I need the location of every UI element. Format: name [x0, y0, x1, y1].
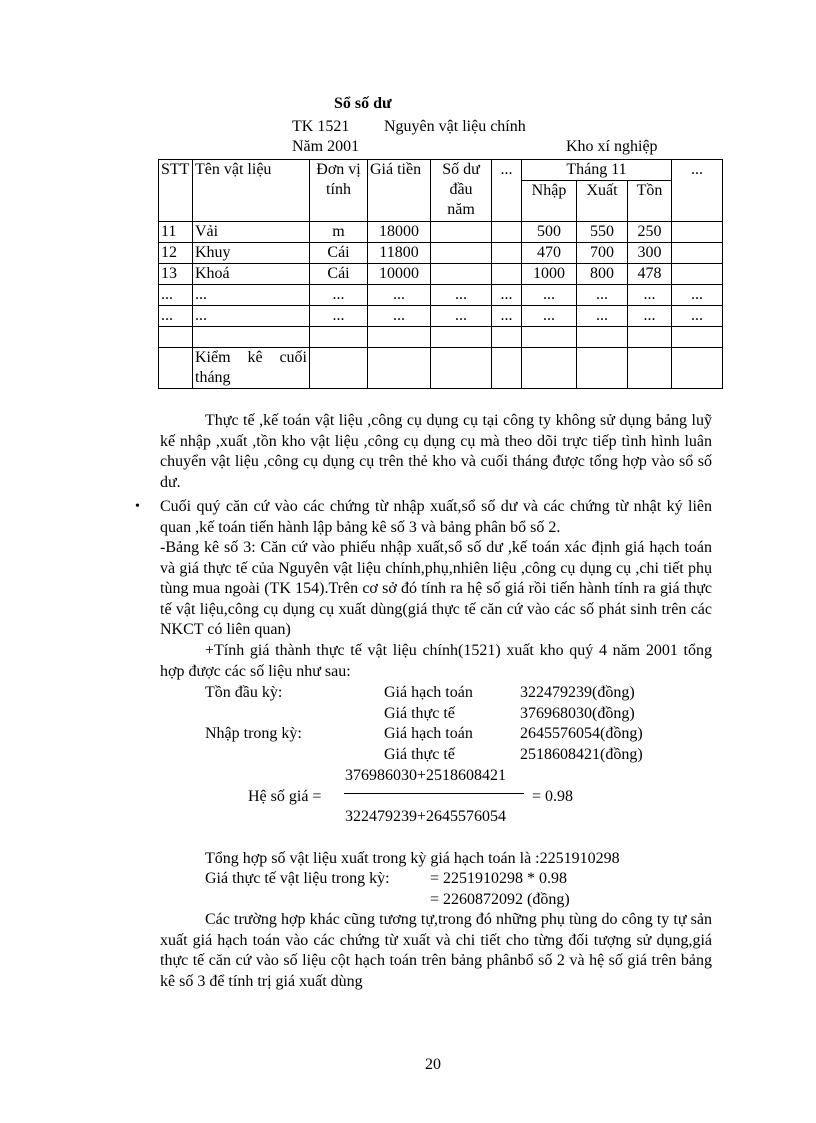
- paragraph-1: Thực tế ,kế toán vật liệu ,công cụ dụng cụ tại công ty không sử dụng bảng luỹ kế nhập ,xuất ,tồn kho vật liệu ,công cụ dụng cụ mà theo dõi trực tiếp tình hình luân chuyển vật liệu ,công cụ dụng cụ trên thẻ kho và cuối tháng được tổng hợp vào sổ số dư.: [160, 412, 712, 491]
- opening-label: Tồn đầu kỳ:: [205, 684, 283, 701]
- table-row-inventory: [159, 348, 723, 389]
- header-opening-balance: Số dư đầu năm: [431, 160, 492, 222]
- intake-real-value: 2518608421(đồng): [520, 746, 643, 763]
- formula-result: = 0.98: [532, 788, 574, 805]
- header-month: Tháng 11: [522, 160, 672, 181]
- header-intake: Nhập: [522, 181, 577, 202]
- table-row-ellipsis: ... ... ... ... ... ... ... ... ... ...: [159, 306, 723, 327]
- opening-acct-label: Giá hạch toán: [384, 684, 473, 701]
- summary-real-result: = 2260872092 (đồng): [430, 891, 570, 908]
- summary-real-label: Giá thực tế vật liệu trong kỳ:: [205, 870, 390, 887]
- table-row: 13 Khoá Cái 10000 1000 800 478: [159, 264, 723, 285]
- inventory-label: Kiểm kê cuối tháng: [193, 348, 310, 389]
- header-material-name: Tên vật liệu: [193, 160, 310, 222]
- formula-label: Hệ số giá =: [248, 788, 322, 805]
- table-header-row: [159, 160, 723, 181]
- paragraph-2: Cuối quý căn cứ vào các chứng từ nhập xuất,sổ số dư và các chứng từ nhật ký liên quan ,kế toán tiến hành lập bảng kê số 3 và bảng phân bổ số 2.: [160, 498, 712, 536]
- opening-real-value: 376968030(đồng): [520, 705, 635, 722]
- formula-denominator: 322479239+2645576054: [345, 808, 507, 825]
- ledger-year: Năm 2001: [292, 138, 360, 155]
- header-stock: Tồn: [628, 181, 672, 202]
- summary-real-calc: = 2251910298 * 0.98: [430, 870, 568, 887]
- table-row-empty: [159, 327, 723, 348]
- closing-paragraph: Các trường hợp khác cũng tương tự,trong đó những phụ tùng do công ty tự sản xuất giá hạch toán vào các chứng từ xuất và chi tiết cho từng đối tượng sử dụng,giá thực tế căn cứ vào số liệu cột hạch toán trên bảng phânbổ số 2 và hệ số giá trên bảng kê số 3 để tính trị giá xuất dùng: [160, 911, 712, 990]
- header-price: Giá tiền: [368, 160, 431, 222]
- table-row: 12 Khuy Cái 11800 470 700 300: [159, 243, 723, 264]
- warehouse-name: Kho xí nghiệp: [566, 138, 658, 155]
- balance-ledger-table: [158, 159, 723, 389]
- page-number: 20: [425, 1056, 441, 1073]
- ledger-title: Sổ số dư: [334, 95, 392, 112]
- intake-real-label: Giá thực tế: [384, 746, 455, 763]
- intake-acct-label: Giá hạch toán: [384, 725, 473, 742]
- summary-line-1: Tổng hợp số vật liệu xuất trong kỳ giá hạch toán là :2251910298: [205, 850, 620, 867]
- account-code: TK 1521: [292, 118, 350, 135]
- paragraph-4: +Tính giá thành thực tế vật liệu chính(1521) xuất kho quý 4 năm 2001 tổng hợp được các số liệu như sau:: [160, 642, 712, 680]
- account-name: Nguyên vật liệu chính: [384, 118, 526, 135]
- intake-acct-value: 2645576054(đồng): [520, 725, 643, 742]
- header-unit: Đơn vị tính: [310, 160, 368, 222]
- intake-label: Nhập trong kỳ:: [205, 725, 302, 742]
- header-dots: ...: [492, 160, 522, 222]
- header-stt: STT: [159, 160, 193, 222]
- opening-real-label: Giá thực tế: [384, 705, 455, 722]
- header-issue: Xuất: [577, 181, 628, 202]
- fraction-bar: [344, 793, 524, 794]
- formula-numerator: 376986030+2518608421: [345, 767, 507, 784]
- paragraph-3: -Bảng kê số 3: Căn cứ vào phiếu nhập xuất,sổ số dư ,kế toán xác định giá hạch toán và giá thực tế của Nguyên vật liệu chính,phụ,nhiên liệu ,công cụ dụng cụ ,chi tiết phụ tùng mua ngoài (TK 154).Trên cơ sở đó tính ra hệ số giá rồi tiến hành tính ra giá thực tế vật liệu,công cụ dụng cụ xuất dùng(giá thực tế căn cứ vào các số phát sinh trên các NKCT có liên quan): [160, 539, 712, 639]
- table-row-ellipsis: ... ... ... ... ... ... ... ... ... ...: [159, 285, 723, 306]
- bullet-icon: •: [135, 499, 140, 514]
- opening-acct-value: 322479239(đồng): [520, 684, 635, 701]
- table-row: 11 Vải m 18000 500 550 250: [159, 222, 723, 243]
- header-dots-right: ...: [672, 160, 723, 222]
